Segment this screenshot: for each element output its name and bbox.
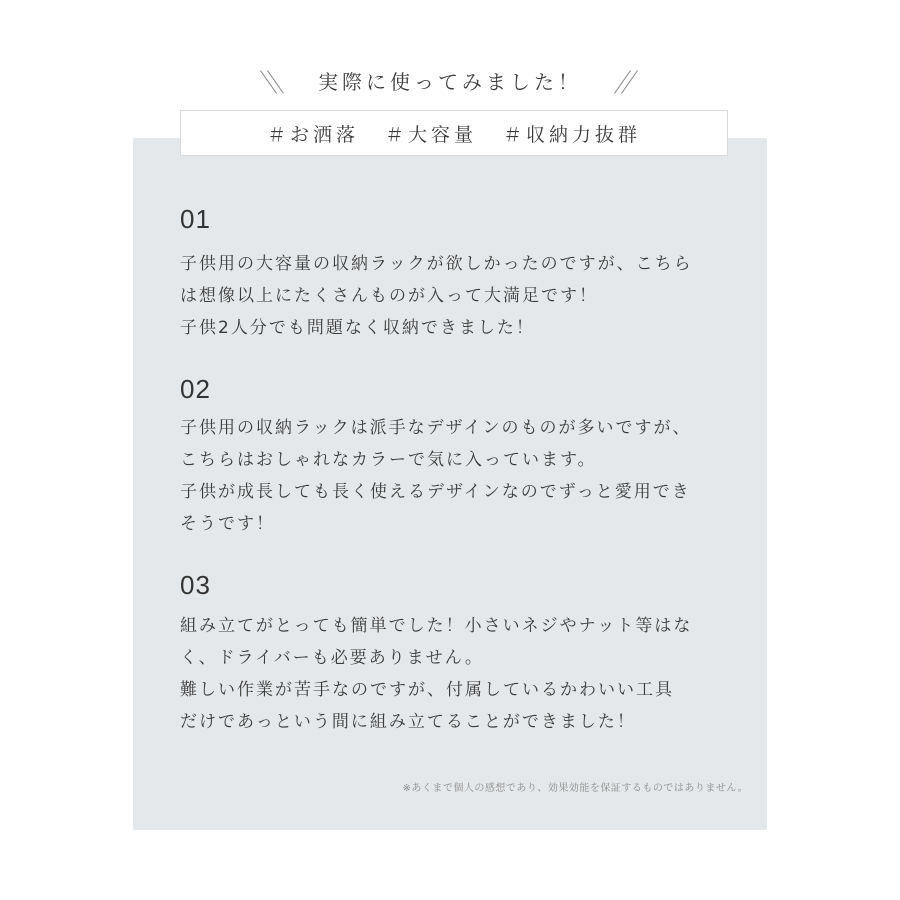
item-line: 難しい作業が苦手なのですが、付属しているかわいい工具 [180,680,674,700]
item-line: 子供が成長しても長く使えるデザインなのでずっと愛用でき [180,482,691,502]
item-number: 01 [180,204,211,234]
tag-box [180,110,728,156]
tag-storage-power: ＃収納力抜群 [503,123,642,146]
tag-large-capacity: ＃大容量 [384,123,477,146]
double-slash-left-icon [262,68,284,94]
item-number: 02 [180,374,211,404]
item-line: は想像以上にたくさんものが入って大満足です！ [180,286,598,306]
review-item-01 [180,204,740,344]
item-line: 子供用の大容量の収納ラックが欲しかったのですが、こちら [180,254,693,274]
item-text [180,412,740,540]
double-slash-right-icon [616,68,638,94]
section-heading [0,66,900,95]
item-line: 組み立てがとっても簡単でした！小さいネジやナット等はな [180,616,693,636]
heading-title: 実際に使ってみました！ [318,70,582,94]
item-line: こちらはおしゃれなカラーで気に入っています。 [180,450,597,470]
item-line: そうです！ [180,514,275,534]
item-line: く、ドライバーも必要ありません。 [180,648,484,668]
item-text [180,610,740,738]
tag-stylish: ＃お洒落 [266,123,359,146]
item-number: 03 [180,570,211,600]
item-line: だけであっという間に組み立てることができました！ [180,712,636,732]
disclaimer-note: ※あくまで個人の感想であり、効果効能を保証するものではありません。 [402,783,748,794]
item-line: 子供2人分でも問題なく収納できました！ [180,318,535,338]
review-item-03 [180,570,740,738]
item-line: 子供用の収納ラックは派手なデザインのものが多いですが、 [180,418,692,438]
item-text [180,248,740,344]
review-item-02 [180,374,740,540]
